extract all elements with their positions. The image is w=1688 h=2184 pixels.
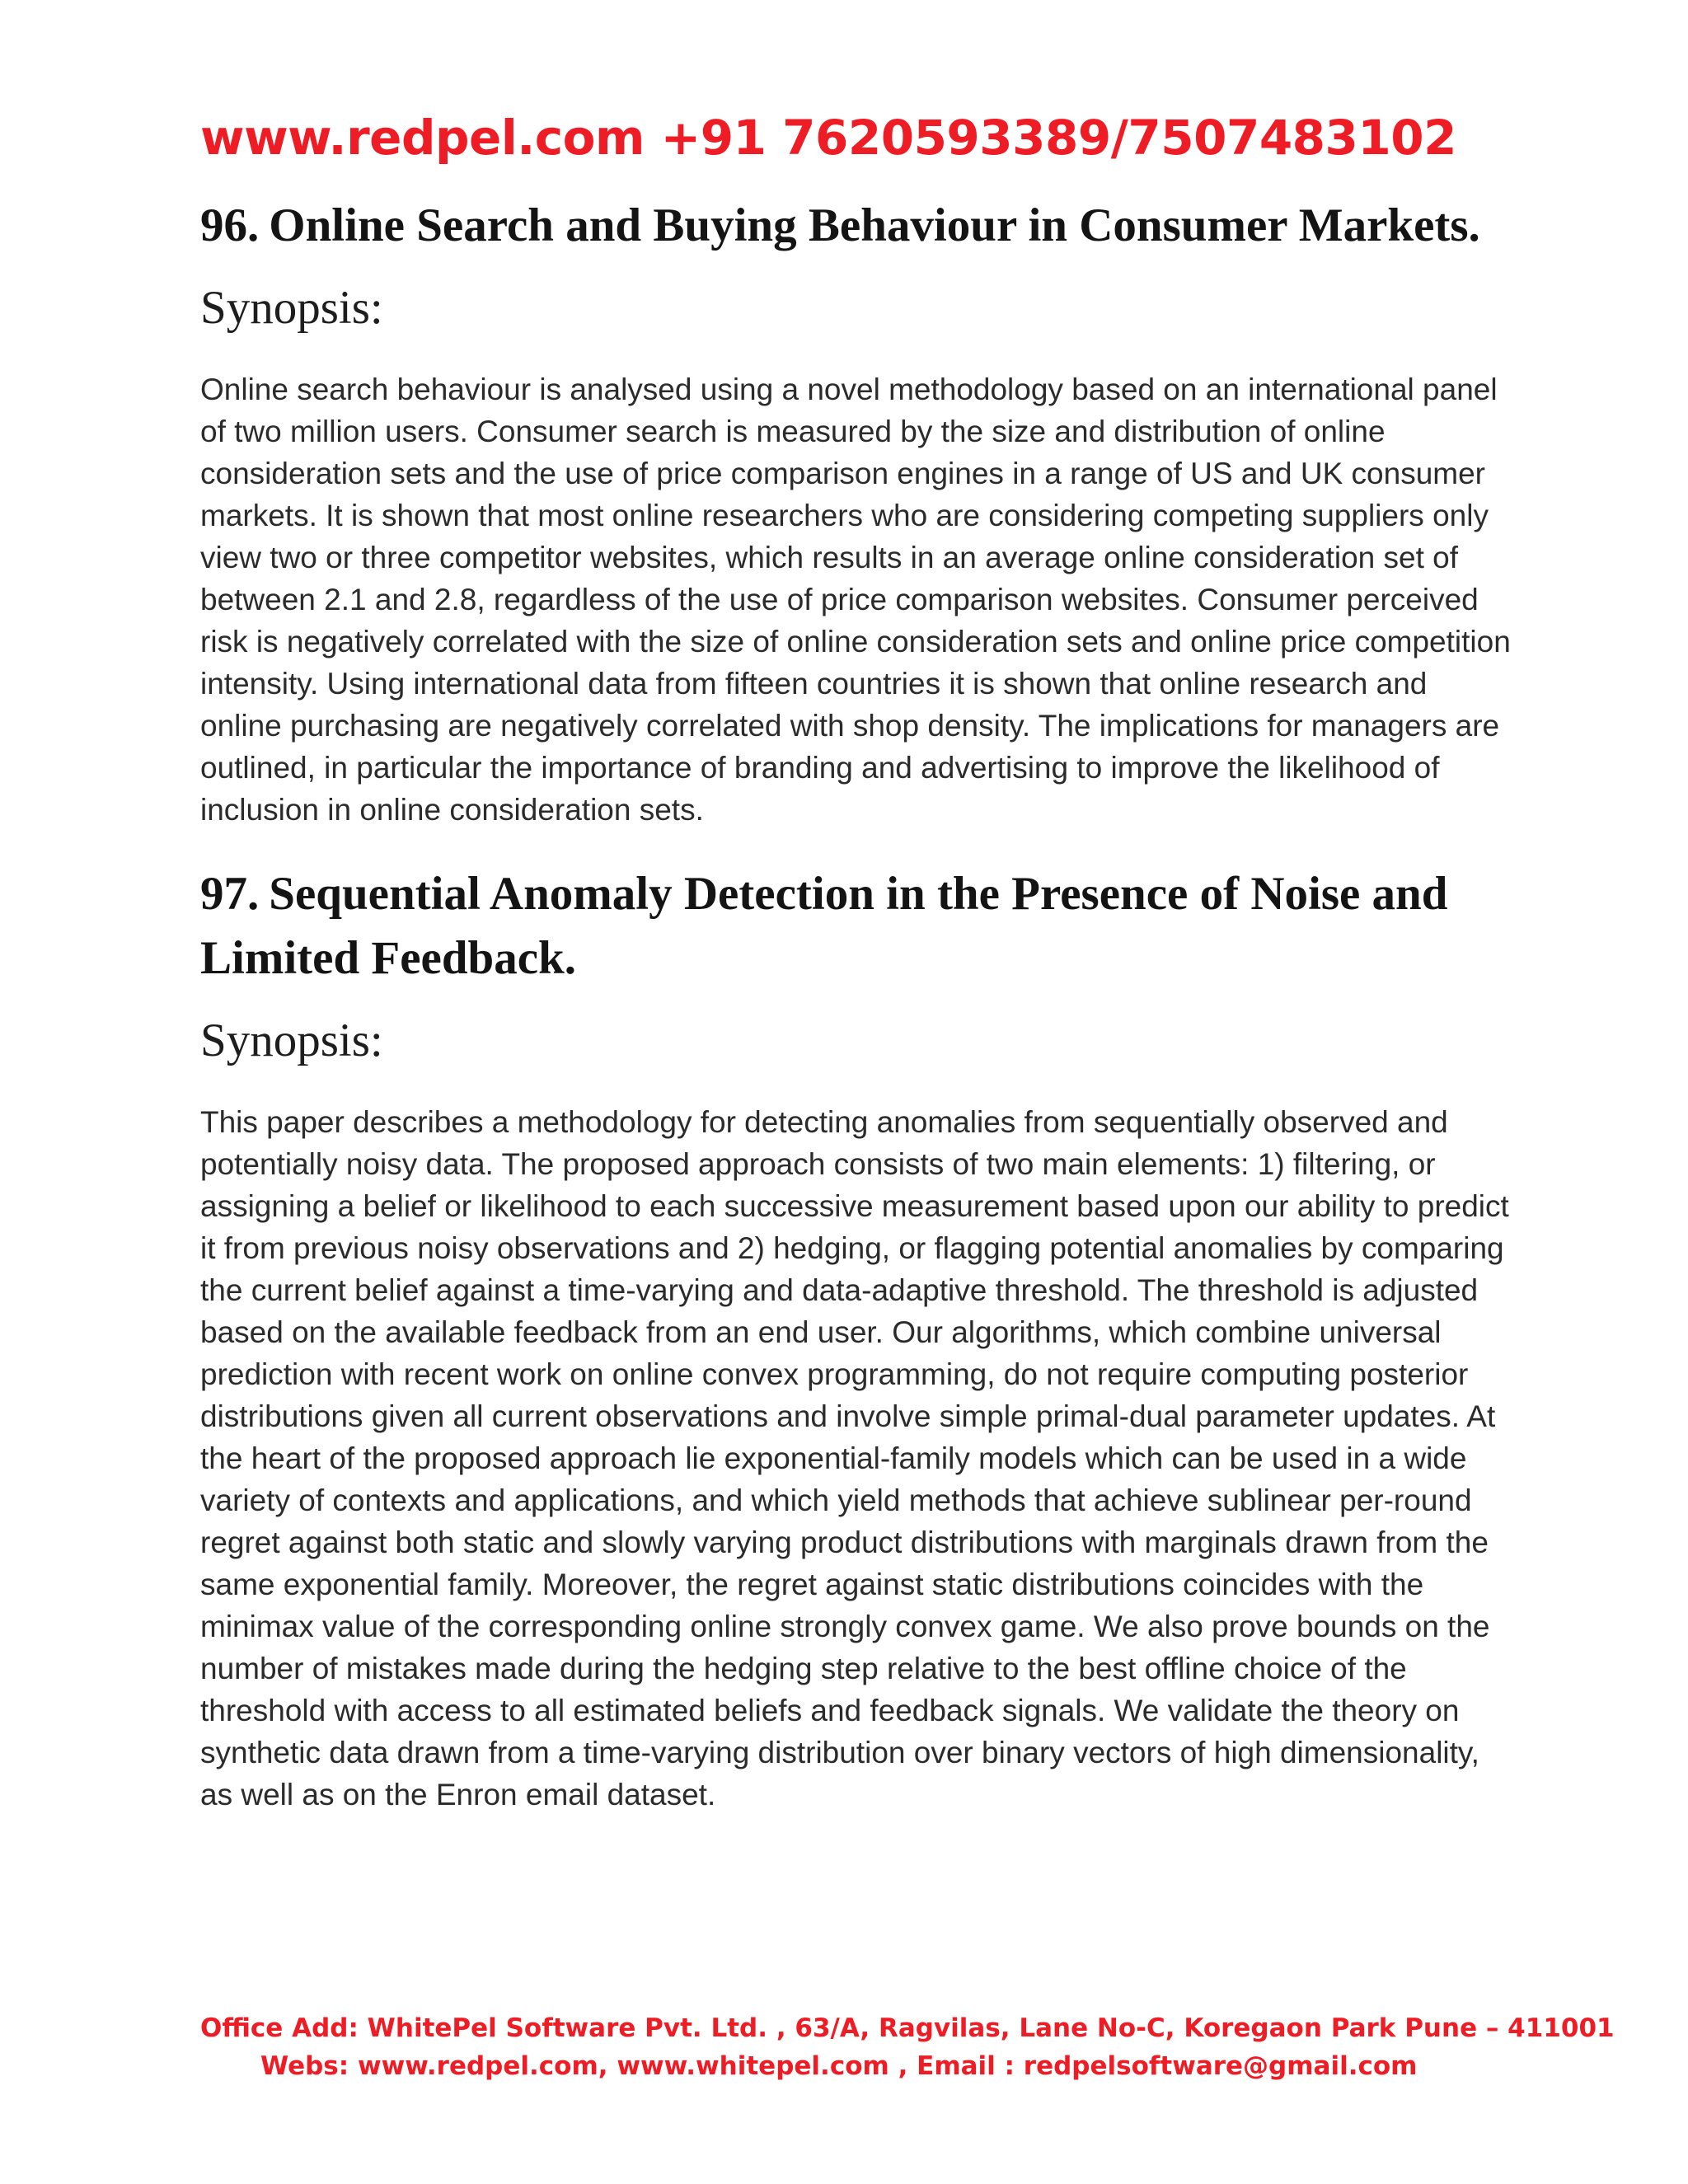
header-contact-line: www.redpel.com +91 7620593389/7507483102 [200,110,1456,166]
project-section-97 [200,862,1511,1816]
project-title [200,194,1511,258]
footer-webs-email: Webs: www.redpel.com, www.whitepel.com , Email : redpelsoftware@gmail.com [260,2051,1418,2081]
project-number: 97. [200,868,260,920]
project-title [200,862,1511,991]
project-section-96 [200,194,1511,831]
footer-office-address: Office Add: WhitePel Software Pvt. Ltd. , 63/A, Ragvilas, Lane No-C, Koregaon Park Pune – 411001 [200,2013,1615,2043]
project-title-text: Sequential Anomaly Detection in the Presence of Noise and Limited Feedback. [200,868,1448,984]
project-title-text: Online Search and Buying Behaviour in Consumer Markets. [269,199,1480,251]
document-content [200,194,1511,1816]
synopsis-heading: Synopsis: [200,282,383,334]
project-number: 96. [200,199,260,251]
synopsis-paragraph: Online search behaviour is analysed using a novel methodology based on an international panel of two million users. Consumer search is measured by the size and distribution of online consideration sets and the use of price comparison engines in a range of US and UK consumer markets. It is shown that most online researchers who are considering competing suppliers only view two or three competitor websites, which results in an average online consideration set of between 2.1 and 2.8, regardless of the use of price comparison websites. Consumer perceived risk is negatively correlated with the size of online consideration sets and online price competition intensity. Using international data from fifteen countries it is shown that online research and online purchasing are negatively correlated with shop density. The implications for managers are outlined, in particular the importance of branding and advertising to improve the likelihood of inclusion in online consideration sets. [200,373,1511,827]
synopsis-heading: Synopsis: [200,1015,383,1066]
page-footer [200,2009,1615,2085]
synopsis-paragraph: This paper describes a methodology for detecting anomalies from sequentially observed and potentially noisy data. The proposed approach consists of two main elements: 1) filtering, or assigning a belief or likelihood to each successive measurement based upon our ability to predict it from previous noisy observations and 2) hedging, or flagging potential anomalies by comparing the current belief against a time-varying and data-adaptive threshold. The threshold is adjusted based on the available feedback from an end user. Our algorithms, which combine universal prediction with recent work on online convex programming, do not require computing posterior distributions given all current observations and involve simple primal-dual parameter updates. At the heart of the proposed approach lie exponential-family models which can be used in a wide variety of contexts and applications, and which yield methods that achieve sublinear per-round regret against both static and slowly varying product distributions with marginals drawn from the same exponential family. Moreover, the regret against static distributions coincides with the minimax value of the corresponding online strongly convex game. We also prove bounds on the number of mistakes made during the hedging step relative to the best offline choice of the threshold with access to all estimated beliefs and feedback signals. We validate the theory on synthetic data drawn from a time-varying distribution over binary vectors of high dimensionality, as well as on the Enron email dataset. [200,1105,1509,1811]
